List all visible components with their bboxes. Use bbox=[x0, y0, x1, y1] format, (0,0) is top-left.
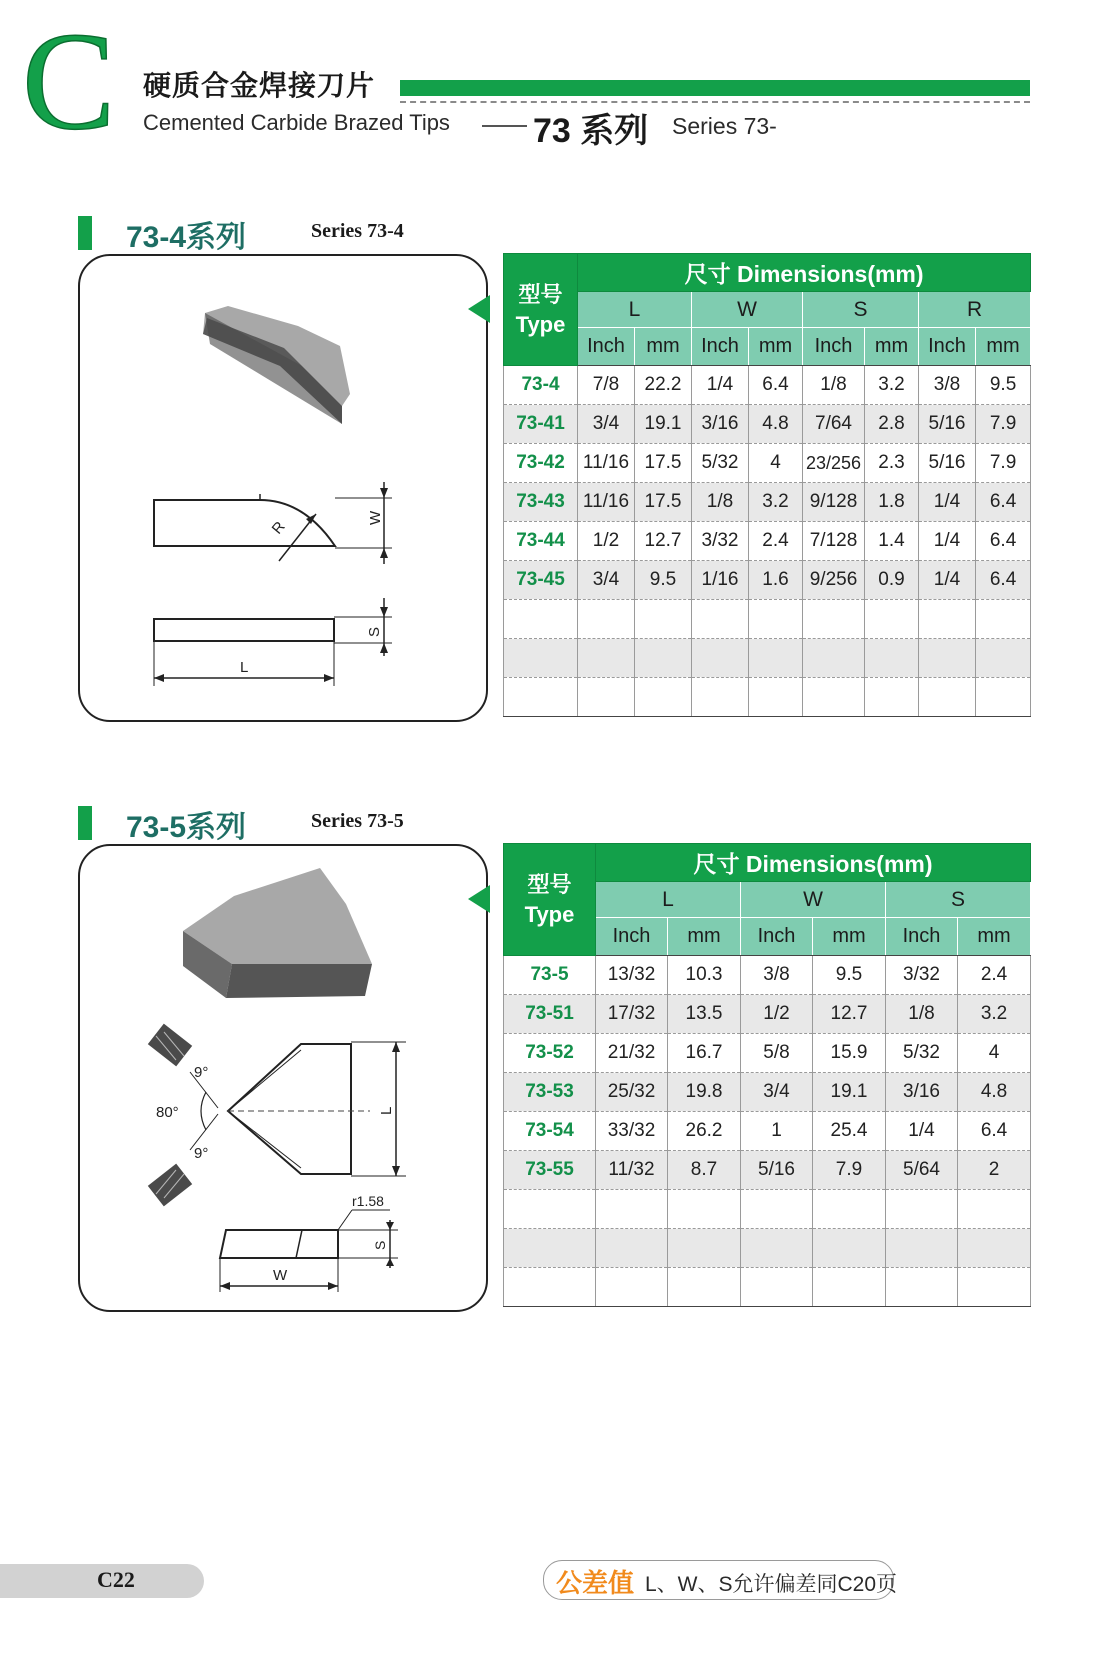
table-cell: 3/4 bbox=[578, 561, 635, 600]
drawing-panel bbox=[78, 254, 488, 722]
table-cell: 4.8 bbox=[958, 1073, 1031, 1112]
table-cell: 19.8 bbox=[668, 1073, 741, 1112]
table-row bbox=[504, 1151, 1031, 1190]
header-dashed-rule bbox=[400, 101, 1030, 103]
unit-inch: Inch bbox=[803, 328, 865, 366]
label-angle-top: 9° bbox=[194, 1064, 209, 1081]
section-title: 73-5系列 bbox=[126, 811, 247, 844]
table-cell: 3.2 bbox=[958, 995, 1031, 1034]
drawing-panel bbox=[78, 844, 488, 1312]
table-cell: 1/4 bbox=[919, 522, 976, 561]
table-cell: 13.5 bbox=[668, 995, 741, 1034]
table-row-empty bbox=[504, 639, 1031, 678]
table-cell: 5/64 bbox=[886, 1151, 958, 1190]
table-cell: 9/256 bbox=[803, 561, 865, 600]
table-row bbox=[504, 1073, 1031, 1112]
table-cell: 17/32 bbox=[596, 995, 668, 1034]
page-title-cn: 硬质合金焊接刀片 bbox=[143, 69, 376, 102]
unit-mm: mm bbox=[865, 328, 919, 366]
unit-mm: mm bbox=[958, 918, 1031, 956]
label-W: W bbox=[367, 510, 384, 525]
page-title-en: Cemented Carbide Brazed Tips bbox=[143, 110, 450, 135]
table-cell: 12.7 bbox=[635, 522, 692, 561]
panel-pointer bbox=[468, 295, 490, 323]
section-subtitle: Series 73-4 bbox=[311, 220, 404, 242]
table-cell: 6.4 bbox=[976, 483, 1031, 522]
table-cell: 5/32 bbox=[692, 444, 749, 483]
unit-mm: mm bbox=[668, 918, 741, 956]
table-cell: 9/128 bbox=[803, 483, 865, 522]
unit-mm: mm bbox=[976, 328, 1031, 366]
dimension-table-73-4 bbox=[503, 253, 1031, 717]
table-cell: 8.7 bbox=[668, 1151, 741, 1190]
unit-inch: Inch bbox=[919, 328, 976, 366]
tip-drawing-73-4 bbox=[80, 256, 486, 720]
label-L: L bbox=[378, 1106, 395, 1115]
table-cell: 1/8 bbox=[886, 995, 958, 1034]
table-cell: 3/4 bbox=[578, 405, 635, 444]
unit-mm: mm bbox=[635, 328, 692, 366]
table-cell: 3.2 bbox=[749, 483, 803, 522]
table-cell: 1/16 bbox=[692, 561, 749, 600]
table-cell: 3/32 bbox=[886, 956, 958, 995]
table-cell: 1/4 bbox=[886, 1112, 958, 1151]
label-W: W bbox=[273, 1267, 288, 1284]
section-subtitle: Series 73-5 bbox=[311, 810, 404, 832]
type-cell: 73-43 bbox=[504, 483, 578, 522]
table-cell: 9.5 bbox=[813, 956, 886, 995]
table-cell: 6.4 bbox=[976, 522, 1031, 561]
header-green-bar bbox=[400, 80, 1030, 96]
table-cell: 2.4 bbox=[958, 956, 1031, 995]
table-cell: 7/128 bbox=[803, 522, 865, 561]
table-cell: 5/16 bbox=[919, 405, 976, 444]
table-cell: 33/32 bbox=[596, 1112, 668, 1151]
type-cell: 73-53 bbox=[504, 1073, 596, 1112]
table-cell: 16.7 bbox=[668, 1034, 741, 1073]
dimension-table-73-5 bbox=[503, 843, 1031, 1307]
col-header-S: S bbox=[803, 292, 919, 328]
table-row-empty bbox=[504, 1229, 1031, 1268]
type-cell: 73-55 bbox=[504, 1151, 596, 1190]
table-cell: 1/4 bbox=[692, 366, 749, 405]
type-cell: 73-52 bbox=[504, 1034, 596, 1073]
table-cell: 3/8 bbox=[919, 366, 976, 405]
table-cell: 5/16 bbox=[741, 1151, 813, 1190]
table-cell: 1/2 bbox=[578, 522, 635, 561]
section-marker bbox=[78, 216, 92, 250]
table-cell: 7/8 bbox=[578, 366, 635, 405]
type-header-en: Type bbox=[524, 901, 575, 927]
unit-inch: Inch bbox=[886, 918, 958, 956]
col-header-S: S bbox=[886, 882, 1031, 918]
unit-mm: mm bbox=[749, 328, 803, 366]
table-cell: 2.4 bbox=[749, 522, 803, 561]
table-cell: 6.4 bbox=[958, 1112, 1031, 1151]
table-cell: 10.3 bbox=[668, 956, 741, 995]
table-cell: 25/32 bbox=[596, 1073, 668, 1112]
table-cell: 7.9 bbox=[813, 1151, 886, 1190]
table-cell: 9.5 bbox=[976, 366, 1031, 405]
unit-inch: Inch bbox=[692, 328, 749, 366]
table-cell: 5/16 bbox=[919, 444, 976, 483]
table-cell: 22.2 bbox=[635, 366, 692, 405]
type-cell: 73-54 bbox=[504, 1112, 596, 1151]
table-cell: 13/32 bbox=[596, 956, 668, 995]
table-cell: 7.9 bbox=[976, 405, 1031, 444]
table-cell: 12.7 bbox=[813, 995, 886, 1034]
table-row bbox=[504, 366, 1031, 405]
unit-inch: Inch bbox=[578, 328, 635, 366]
table-cell: 26.2 bbox=[668, 1112, 741, 1151]
dimensions-header: 尺寸 Dimensions(mm) bbox=[578, 254, 1031, 292]
table-row-empty bbox=[504, 1268, 1031, 1307]
page-number: C22 bbox=[97, 1567, 135, 1592]
dimensions-header: 尺寸 Dimensions(mm) bbox=[596, 844, 1031, 882]
table-cell: 11/16 bbox=[578, 483, 635, 522]
table-cell: 1/2 bbox=[741, 995, 813, 1034]
table-row-empty bbox=[504, 678, 1031, 717]
unit-inch: Inch bbox=[741, 918, 813, 956]
title-separator bbox=[482, 125, 527, 127]
table-cell: 25.4 bbox=[813, 1112, 886, 1151]
table-cell: 6.4 bbox=[749, 366, 803, 405]
table-cell: 1.4 bbox=[865, 522, 919, 561]
table-cell: 2.3 bbox=[865, 444, 919, 483]
type-header-en: Type bbox=[515, 311, 566, 337]
col-header-L: L bbox=[578, 292, 692, 328]
type-header bbox=[504, 844, 596, 956]
table-cell: 17.5 bbox=[635, 483, 692, 522]
table-cell: 3/16 bbox=[692, 405, 749, 444]
col-header-W: W bbox=[741, 882, 886, 918]
label-L: L bbox=[240, 659, 249, 676]
col-header-R: R bbox=[919, 292, 1031, 328]
table-row bbox=[504, 561, 1031, 600]
table-cell: 21/32 bbox=[596, 1034, 668, 1073]
type-cell: 73-44 bbox=[504, 522, 578, 561]
unit-inch: Inch bbox=[596, 918, 668, 956]
series-heading-en: Series 73- bbox=[672, 113, 777, 139]
table-cell: 3.2 bbox=[865, 366, 919, 405]
table-cell: 1/8 bbox=[692, 483, 749, 522]
table-cell: 1.6 bbox=[749, 561, 803, 600]
table-row-empty bbox=[504, 1190, 1031, 1229]
label-radius: r1.58 bbox=[352, 1193, 384, 1209]
table-cell: 11/16 bbox=[578, 444, 635, 483]
label-S: S bbox=[372, 1240, 388, 1250]
table-cell: 6.4 bbox=[976, 561, 1031, 600]
table-cell: 1/8 bbox=[803, 366, 865, 405]
table-cell: 17.5 bbox=[635, 444, 692, 483]
section-marker bbox=[78, 806, 92, 840]
table-cell: 5/8 bbox=[741, 1034, 813, 1073]
table-row bbox=[504, 1034, 1031, 1073]
table-cell: 2 bbox=[958, 1151, 1031, 1190]
table-cell: 23/256 bbox=[803, 444, 865, 483]
table-cell: 11/32 bbox=[596, 1151, 668, 1190]
tolerance-text: L、W、S允许偏差同C20页 bbox=[645, 1573, 898, 1596]
type-cell: 73-5 bbox=[504, 956, 596, 995]
type-cell: 73-45 bbox=[504, 561, 578, 600]
type-cell: 73-41 bbox=[504, 405, 578, 444]
type-cell: 73-51 bbox=[504, 995, 596, 1034]
table-row bbox=[504, 483, 1031, 522]
table-cell: 3/32 bbox=[692, 522, 749, 561]
label-angle-bottom: 9° bbox=[194, 1145, 209, 1162]
type-cell: 73-42 bbox=[504, 444, 578, 483]
type-cell: 73-4 bbox=[504, 366, 578, 405]
table-cell: 1/4 bbox=[919, 483, 976, 522]
table-row bbox=[504, 444, 1031, 483]
label-S: S bbox=[366, 626, 383, 637]
table-cell: 15.9 bbox=[813, 1034, 886, 1073]
tip-drawing-73-5 bbox=[80, 846, 486, 1310]
unit-mm: mm bbox=[813, 918, 886, 956]
table-cell: 19.1 bbox=[813, 1073, 886, 1112]
table-cell: 1 bbox=[741, 1112, 813, 1151]
table-cell: 2.8 bbox=[865, 405, 919, 444]
type-header-cn: 型号 bbox=[527, 871, 572, 897]
type-header-cn: 型号 bbox=[518, 281, 563, 307]
table-cell: 9.5 bbox=[635, 561, 692, 600]
col-header-L: L bbox=[596, 882, 741, 918]
table-row bbox=[504, 995, 1031, 1034]
label-R: R bbox=[268, 518, 289, 538]
table-cell: 0.9 bbox=[865, 561, 919, 600]
table-cell: 4 bbox=[749, 444, 803, 483]
table-row bbox=[504, 405, 1031, 444]
table-cell: 3/16 bbox=[886, 1073, 958, 1112]
table-row bbox=[504, 956, 1031, 995]
table-cell: 4.8 bbox=[749, 405, 803, 444]
panel-pointer bbox=[468, 885, 490, 913]
table-row-empty bbox=[504, 600, 1031, 639]
table-cell: 3/8 bbox=[741, 956, 813, 995]
table-cell: 1.8 bbox=[865, 483, 919, 522]
series-letter-logo bbox=[20, 16, 116, 146]
table-cell: 5/32 bbox=[886, 1034, 958, 1073]
table-row bbox=[504, 522, 1031, 561]
col-header-W: W bbox=[692, 292, 803, 328]
table-cell: 4 bbox=[958, 1034, 1031, 1073]
label-angle-mid: 80° bbox=[156, 1104, 179, 1121]
table-row bbox=[504, 1112, 1031, 1151]
section-title: 73-4系列 bbox=[126, 221, 247, 254]
tolerance-label: 公差值 bbox=[556, 1569, 635, 1599]
table-cell: 3/4 bbox=[741, 1073, 813, 1112]
series-heading: 73 系列 bbox=[533, 112, 649, 150]
logo-letter: C bbox=[22, 16, 116, 146]
table-cell: 1/4 bbox=[919, 561, 976, 600]
table-cell: 19.1 bbox=[635, 405, 692, 444]
type-header bbox=[504, 254, 578, 366]
table-cell: 7.9 bbox=[976, 444, 1031, 483]
table-cell: 7/64 bbox=[803, 405, 865, 444]
